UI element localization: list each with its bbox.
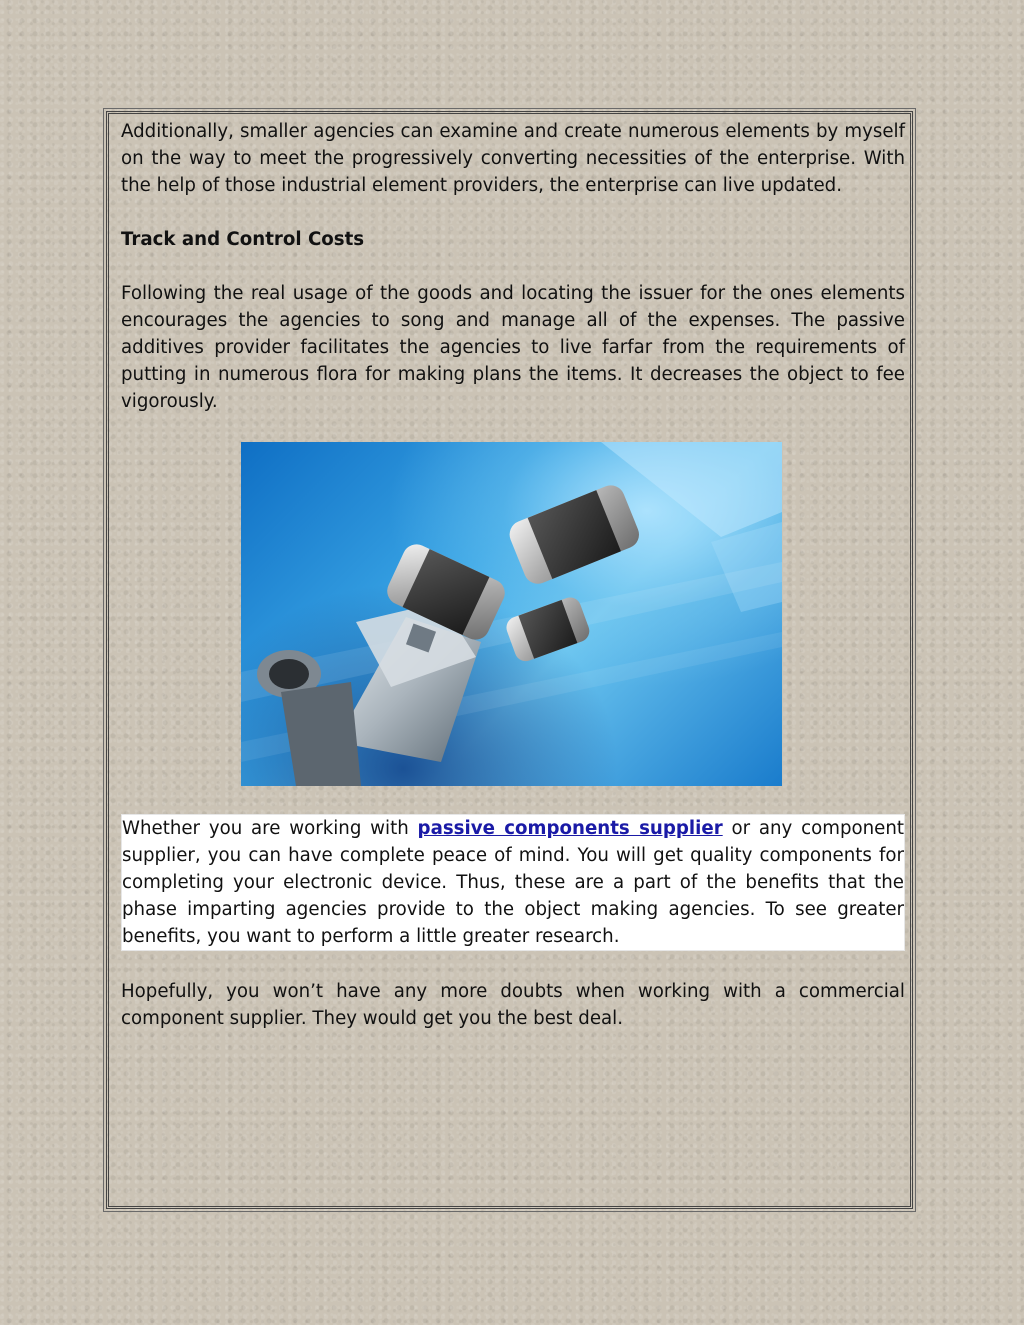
chip-component-top	[505, 481, 643, 588]
document-content	[121, 118, 905, 1059]
supplier-text-after: or any component supplier, you can have complete peace of mind. You will get quality components for completing your electronic device. Thus, these are a part of the benefits that the phase imparting agencies provide to the object making agencies. To see greater benefits, you want to perform a little greater research.	[122, 818, 904, 947]
highlighted-paragraph-box	[121, 814, 905, 951]
section-heading: Track and Control Costs	[121, 229, 365, 250]
supplier-text-before: Whether you are working with	[122, 818, 418, 839]
costs-paragraph: Following the real usage of the goods and locating the issuer for the ones elements encourages the agencies to song and manage all of the expenses. The passive additives provider facilitates the agencies to live farfar from the requirements of putting in numerous flora for making plans the items. It decreases the object to fee vigorously.	[121, 283, 905, 412]
supplier-paragraph	[122, 815, 904, 950]
chip-component-small	[503, 594, 592, 664]
electronic-components-photo	[241, 442, 782, 786]
components-illustration	[241, 442, 782, 786]
closing-paragraph: Hopefully, you won’t have any more doubts when working with a commercial component supplier. They would get you the best deal.	[121, 981, 905, 1029]
intro-paragraph: Additionally, smaller agencies can examine and create numerous elements by myself on the way to meet the progressively converting necessities of the enterprise. With the help of those industrial element providers, the enterprise can live updated.	[121, 121, 905, 196]
passive-components-supplier-link[interactable]: passive components supplier	[417, 818, 723, 839]
